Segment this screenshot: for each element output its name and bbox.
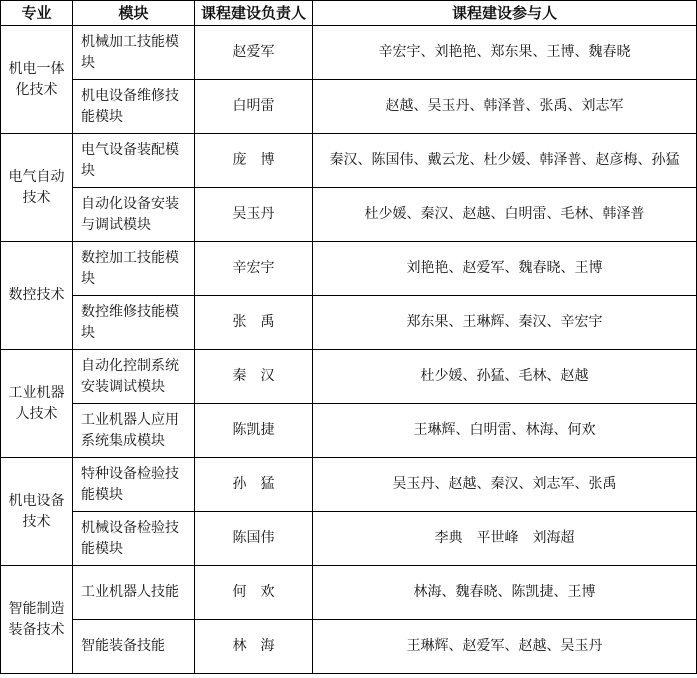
lead-cell: 林 海	[195, 620, 313, 674]
module-cell: 工业机器人技能	[73, 566, 195, 620]
header-lead: 课程建设负责人	[195, 1, 313, 26]
table-row	[1, 26, 697, 80]
table-row	[1, 296, 697, 350]
lead-cell: 庞 博	[195, 134, 313, 188]
lead-cell: 张 禹	[195, 296, 313, 350]
table-row	[1, 458, 697, 512]
members-cell: 杜少媛、孙猛、毛林、赵越	[313, 350, 697, 404]
major-cell: 工业机器人技术	[1, 350, 73, 458]
table-row	[1, 134, 697, 188]
members-cell: 杜少媛、秦汉、赵越、白明雷、毛林、韩泽普	[313, 188, 697, 242]
table-row	[1, 350, 697, 404]
members-cell: 林海、魏春晓、陈凯捷、王博	[313, 566, 697, 620]
members-cell: 郑东果、王琳辉、秦汉、辛宏宇	[313, 296, 697, 350]
members-cell: 王琳辉、赵爱军、赵越、吴玉丹	[313, 620, 697, 674]
module-cell: 机械加工技能模块	[73, 26, 195, 80]
lead-cell: 秦 汉	[195, 350, 313, 404]
header-module: 模块	[73, 1, 195, 26]
header-row	[1, 1, 697, 26]
table-row	[1, 620, 697, 674]
members-cell: 秦汉、陈国伟、戴云龙、杜少媛、韩泽普、赵彦梅、孙猛	[313, 134, 697, 188]
lead-cell: 陈国伟	[195, 512, 313, 566]
members-cell: 刘艳艳、赵爱军、魏春晓、王博	[313, 242, 697, 296]
members-cell: 赵越、吴玉丹、韩泽普、张禹、刘志军	[313, 80, 697, 134]
major-cell: 电气自动技术	[1, 134, 73, 242]
table-row	[1, 512, 697, 566]
lead-cell: 辛宏宇	[195, 242, 313, 296]
major-cell: 机电一体化技术	[1, 26, 73, 134]
module-cell: 自动化控制系统安装调试模块	[73, 350, 195, 404]
table-row	[1, 566, 697, 620]
major-cell: 智能制造装备技术	[1, 566, 73, 674]
table-row	[1, 188, 697, 242]
module-cell: 机械设备检验技能模块	[73, 512, 195, 566]
module-cell: 智能装备技能	[73, 620, 195, 674]
module-cell: 自动化设备安装与调试模块	[73, 188, 195, 242]
members-cell: 王琳辉、白明雷、林海、何欢	[313, 404, 697, 458]
members-cell: 李典 平世峰 刘海超	[313, 512, 697, 566]
module-cell: 机电设备维修技能模块	[73, 80, 195, 134]
module-cell: 特种设备检验技能模块	[73, 458, 195, 512]
major-cell: 机电设备技术	[1, 458, 73, 566]
table-row	[1, 404, 697, 458]
members-cell: 吴玉丹、赵越、秦汉、刘志军、张禹	[313, 458, 697, 512]
lead-cell: 孙 猛	[195, 458, 313, 512]
module-cell: 数控加工技能模块	[73, 242, 195, 296]
module-cell: 数控维修技能模块	[73, 296, 195, 350]
lead-cell: 白明雷	[195, 80, 313, 134]
lead-cell: 何 欢	[195, 566, 313, 620]
members-cell: 辛宏宇、刘艳艳、郑东果、王博、魏春晓	[313, 26, 697, 80]
header-major: 专业	[1, 1, 73, 26]
lead-cell: 陈凯捷	[195, 404, 313, 458]
module-cell: 电气设备装配模块	[73, 134, 195, 188]
table-row	[1, 242, 697, 296]
lead-cell: 吴玉丹	[195, 188, 313, 242]
major-cell: 数控技术	[1, 242, 73, 350]
lead-cell: 赵爱军	[195, 26, 313, 80]
table-row	[1, 80, 697, 134]
module-cell: 工业机器人应用系统集成模块	[73, 404, 195, 458]
header-members: 课程建设参与人	[313, 1, 697, 26]
